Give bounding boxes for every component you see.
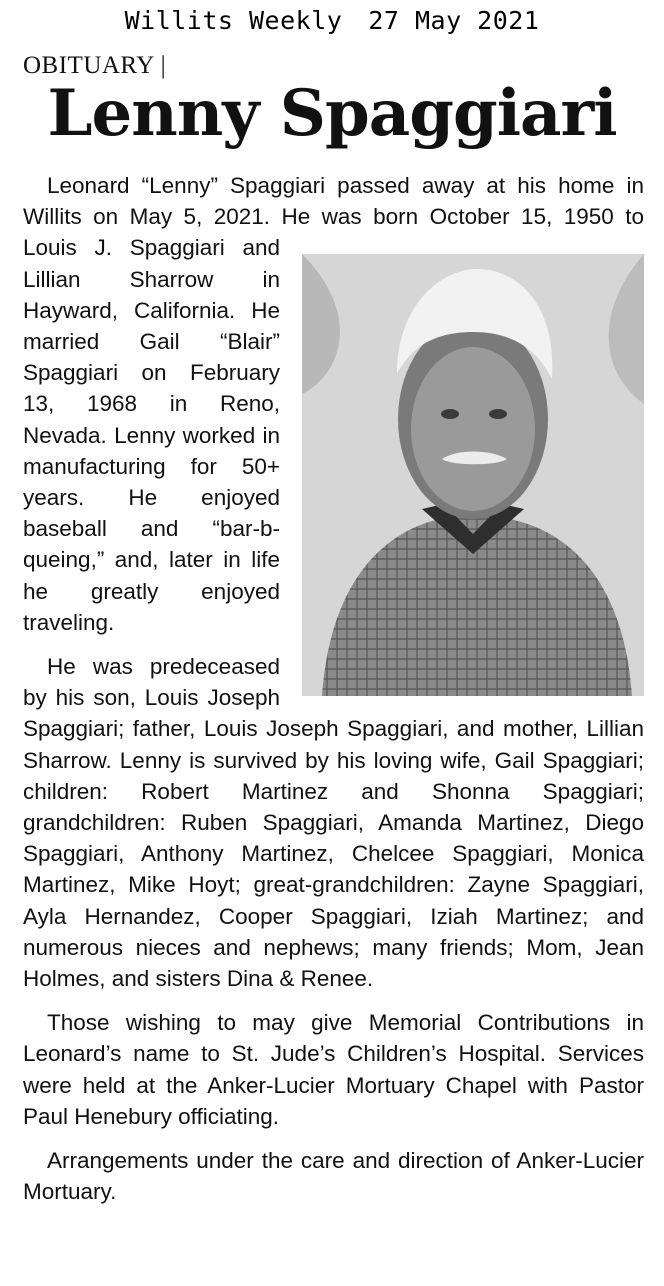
article-body — [23, 170, 644, 1221]
masthead-paper-name: Willits Weekly — [124, 6, 343, 35]
portrait-illustration — [302, 254, 644, 696]
section-kicker: OBITUARY | — [23, 52, 167, 79]
masthead — [0, 6, 664, 35]
article-paragraph-2: He was predeceased by his son, Louis Joseph Spaggiari; father, Louis Joseph Spaggiari, and mother, Lillian Sharrow. Lenny is survived by his loving wife, Gail Spaggiari; children: Robert Martinez and Shonna Spaggiari; grandchildren: Ruben Spaggiari, Amanda Martinez, Diego Spaggiari, Anthony Martinez, Chelcee Spaggiari, Monica Martinez, Mike Hoyt; great-grandchildren: Zayne Spaggiari, Ayla Hernandez, Cooper Spaggiari, Iziah Martinez; and numerous nieces and nephews; many friends; Mom, Jean Holmes, and sisters Dina & Renee. — [23, 654, 644, 992]
headline: Lenny Spaggiari — [47, 76, 617, 151]
article-paragraph-1: Leonard “Lenny” Spaggiari passed away at his home in Willits on May 5, 2021. He was born October 15, 1950 to Louis J. Spaggiari and Lillian Sharrow in Hayward, California. He married Gail “Blair” Spaggiari on February 13, 1968 in Reno, Nevada. Lenny worked in manufacturing for 50+ years. He enjoyed baseball and “bar-b-queing,” and, later in life he greatly enjoyed traveling. — [23, 170, 644, 638]
article-paragraph-3: Those wishing to may give Memorial Contributions in Leonard’s name to St. Jude’s Children’s Hospital. Services were held at the Anker-Lucier Mortuary Chapel with Pastor Paul Henebury officiating. — [23, 1010, 644, 1129]
paragraph-1-lead: Leonard “Lenny” Spaggiari passed away at his home in Willits on May 5, 2021. He was born October 15, 1950 — [23, 173, 644, 230]
masthead-date: 27 May 2021 — [368, 6, 540, 35]
article-paragraph-4: Arrangements under the care and direction of Anker-Lucier Mortuary. — [23, 1148, 644, 1205]
portrait-photo — [302, 254, 644, 696]
